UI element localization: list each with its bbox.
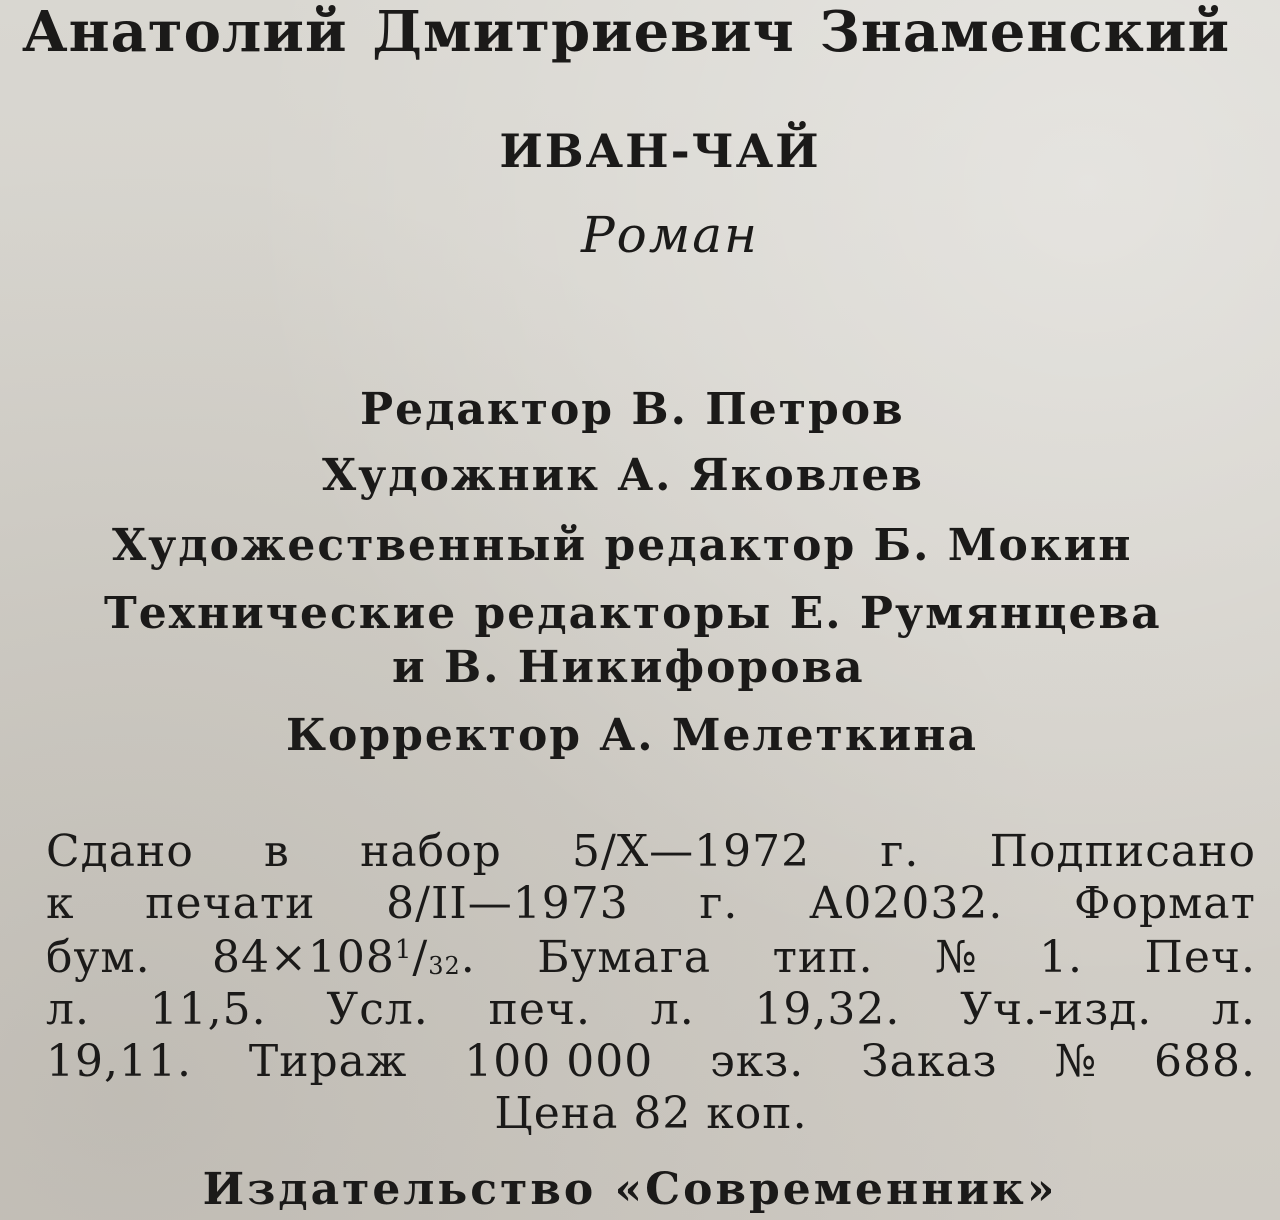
paper-format: $84\times 108^1/_{32}$. — [212, 932, 476, 983]
imprint-word: № — [935, 932, 978, 983]
imprint-word: Заказ — [861, 1036, 998, 1087]
format-base: 84×108 — [212, 932, 395, 983]
imprint-word: № — [1054, 1036, 1098, 1087]
format-numerator: 1 — [394, 935, 413, 965]
author-patronymic: Дмитриевич — [372, 0, 795, 65]
imprint-word: бум. — [46, 932, 151, 983]
format-denominator: 32 — [428, 952, 461, 980]
imprint-line-5 — [46, 1036, 1256, 1087]
imprint-word: 688. — [1153, 1036, 1256, 1087]
credit-tech-editors-line1: Технические редакторы Е. Румянцева — [104, 588, 1162, 639]
imprint-word: к — [46, 878, 75, 929]
imprint-word: л. — [650, 984, 695, 1035]
imprint-word: экз. — [710, 1036, 805, 1087]
imprint-word: в — [264, 826, 290, 877]
imprint-word: А02032. — [809, 878, 1004, 929]
imprint-word: л. — [46, 984, 90, 1035]
imprint-word: Формат — [1073, 878, 1256, 929]
book-title: ИВАН-ЧАЙ — [499, 124, 821, 178]
imprint-word: Усл. — [326, 984, 429, 1035]
imprint-word: 1. — [1039, 932, 1084, 983]
imprint-word: Бумага — [537, 932, 712, 983]
imprint-word: Подписано — [989, 826, 1256, 877]
imprint-word: Сдано — [46, 826, 194, 877]
credit-artist: Художник А. Яковлев — [322, 450, 924, 501]
price-text: Цена 82 коп. — [494, 1088, 808, 1139]
imprint-word: г. — [880, 826, 920, 877]
imprint-word: набор — [360, 826, 502, 877]
imprint-word: 8/II—1973 — [386, 878, 629, 929]
credit-art-editor: Художественный редактор Б. Мокин — [112, 520, 1133, 571]
imprint-word: л. — [1212, 984, 1256, 1035]
imprint-word: г. — [699, 878, 739, 929]
imprint-line-3 — [46, 932, 1256, 983]
author-last-name: Знаменский — [819, 0, 1230, 65]
imprint-line-4 — [46, 984, 1256, 1035]
book-genre: Роман — [581, 206, 759, 264]
author-name — [0, 0, 1280, 65]
imprint-price — [46, 1088, 1256, 1139]
imprint-line-1 — [46, 826, 1256, 877]
credit-proofreader: Корректор А. Мелеткина — [286, 710, 978, 761]
imprint-word: 5/X—1972 — [572, 826, 811, 877]
imprint-word: 19,11. — [46, 1036, 192, 1087]
imprint-word: печати — [145, 878, 316, 929]
imprint-word: печ. — [488, 984, 591, 1035]
publisher-name: Издательство «Современник» — [202, 1164, 1058, 1215]
imprint-word: тип. — [772, 932, 874, 983]
author-first-name: Анатолий — [22, 0, 348, 65]
imprint-word: Уч.-изд. — [960, 984, 1153, 1035]
credit-tech-editors-line2: и В. Никифорова — [392, 642, 865, 693]
imprint-line-2 — [46, 878, 1256, 929]
imprint-word: Тираж — [248, 1036, 408, 1087]
imprint-word: 11,5. — [149, 984, 267, 1035]
imprint-word: 100 000 — [464, 1036, 654, 1087]
credit-editor: Редактор В. Петров — [360, 384, 905, 435]
imprint-word: 19,32. — [754, 984, 901, 1035]
imprint-word: Печ. — [1144, 932, 1256, 983]
